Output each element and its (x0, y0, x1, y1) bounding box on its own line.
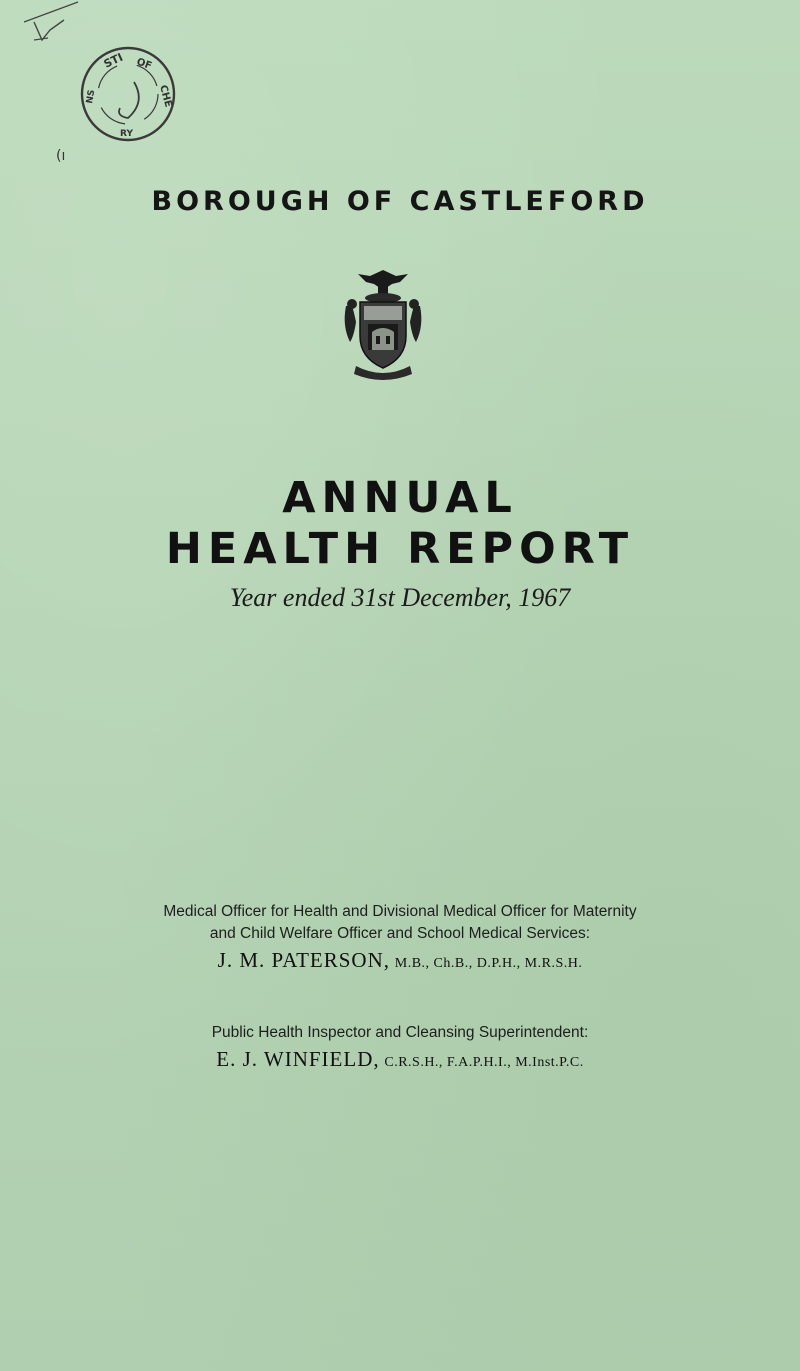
report-year-line: Year ended 31st December, 1967 (229, 583, 571, 612)
borough-coat-of-arms-icon (340, 266, 426, 384)
medical-officer-name-line (108, 945, 692, 979)
medical-officer-block (108, 901, 692, 979)
public-health-inspector-name: E. J. WINFIELD, (216, 1047, 380, 1071)
library-stamp-seal (76, 42, 180, 146)
public-health-inspector-name-line (108, 1044, 692, 1078)
borough-title: BOROUGH OF CASTLEFORD (151, 186, 649, 217)
svg-text:CHE: CHE (157, 83, 174, 109)
svg-text:NS: NS (85, 88, 98, 105)
medical-officer-qualifications: M.B., Ch.B., D.P.H., M.R.S.H. (394, 956, 583, 971)
public-health-inspector-role: Public Health Inspector and Cleansing Superintendent: (211, 1024, 589, 1041)
medical-officer-role-line2: and Child Welfare Officer and School Medical Services: (209, 925, 591, 942)
report-title-line1: ANNUAL (282, 473, 518, 523)
report-title-line2: HEALTH REPORT (165, 524, 635, 574)
svg-text:RY: RY (120, 129, 133, 139)
medical-officer-role-line1: Medical Officer for Health and Divisional Medical Officer for Maternity (163, 903, 637, 920)
svg-text:STI: STI (101, 50, 125, 71)
handwritten-corner-mark (20, 0, 80, 60)
medical-officer-name: J. M. PATERSON, (217, 948, 390, 972)
public-health-inspector-block (108, 1022, 692, 1078)
svg-text:OF: OF (134, 56, 154, 73)
public-health-inspector-qualifications: C.R.S.H., F.A.P.H.I., M.Inst.P.C. (384, 1055, 584, 1070)
margin-mark: (ı (56, 148, 66, 164)
